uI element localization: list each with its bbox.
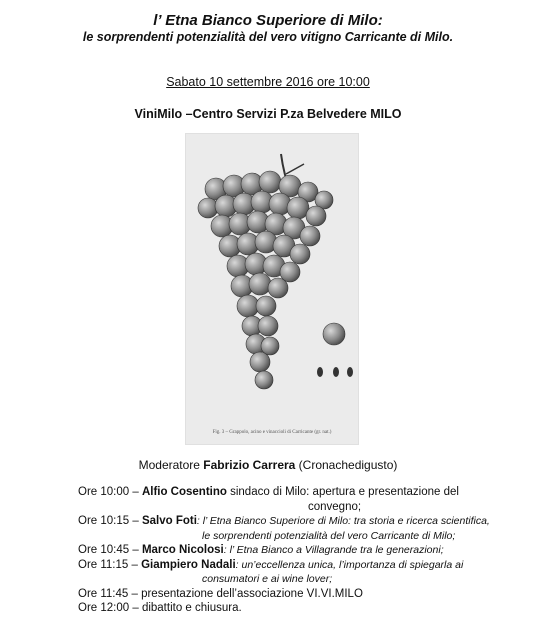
program-text: presentazione dell’associazione VI.VI.MILO	[141, 587, 363, 600]
program-time: Ore 11:45 –	[78, 587, 142, 600]
moderator-org: (Cronachedigusto)	[295, 458, 398, 472]
moderator-line	[0, 458, 536, 472]
figure-caption: Fig. 3 – Grappolo, acino e vinaccioli di Carricante (gr. nat.)	[212, 430, 332, 435]
moderator-prefix: Moderatore	[138, 458, 204, 472]
program-text: : un’eccellenza unica, l’importanza di spiegarla ai	[235, 558, 464, 571]
event-date: Sabato 10 settembre 2016 ore 10:00	[166, 75, 370, 89]
program-text: sindaco di Milo: apertura e presentazione del	[226, 486, 459, 498]
program-time: Ore 10:15 –	[78, 515, 142, 527]
document-title: l’ Etna Bianco Superiore di Milo:	[153, 12, 383, 29]
program-text: : l’ Etna Bianco a Villagrande tra le generazioni;	[223, 544, 444, 556]
program-speaker: Marco Nicolosi	[141, 544, 224, 556]
program-speaker: Alfio Cosentino	[141, 486, 227, 498]
program-item	[78, 588, 518, 602]
program-time: Ore 11:15 –	[78, 558, 142, 571]
program-list	[78, 486, 518, 617]
program-time: Ore 10:00 –	[78, 486, 142, 498]
program-item-cont: convegno;	[308, 500, 362, 513]
program-item	[78, 602, 518, 616]
program-cont-text: le sorprendenti potenzialità del vero Carricante di Milo;	[202, 529, 456, 542]
grape-cluster-drawing	[186, 134, 358, 444]
program-text: : l’ Etna Bianco Superiore di Milo: tra storia e ricerca scientifica,	[196, 515, 490, 527]
program-item-cont	[78, 573, 518, 587]
program-item	[78, 544, 518, 558]
event-venue: ViniMilo –Centro Servizi P.za Belvedere MILO	[134, 107, 402, 121]
program-text: dibattito e chiusura.	[141, 602, 242, 614]
program-item-cont	[78, 530, 518, 544]
program-time: Ore 10:45 –	[78, 544, 142, 556]
document-subtitle: le sorprendenti potenzialità del vero vitigno Carricante di Milo.	[82, 30, 454, 44]
program-cont-text: consumatori e ai wine lover;	[202, 573, 333, 585]
moderator-name: Fabrizio Carrera	[203, 458, 296, 472]
program-item	[78, 486, 518, 500]
grape-illustration	[185, 133, 359, 445]
program-time: Ore 12:00 –	[78, 602, 142, 614]
program-item	[78, 559, 518, 573]
program-item	[78, 515, 518, 529]
program-speaker: Giampiero Nadali	[141, 558, 236, 571]
program-speaker: Salvo Foti	[141, 515, 197, 527]
